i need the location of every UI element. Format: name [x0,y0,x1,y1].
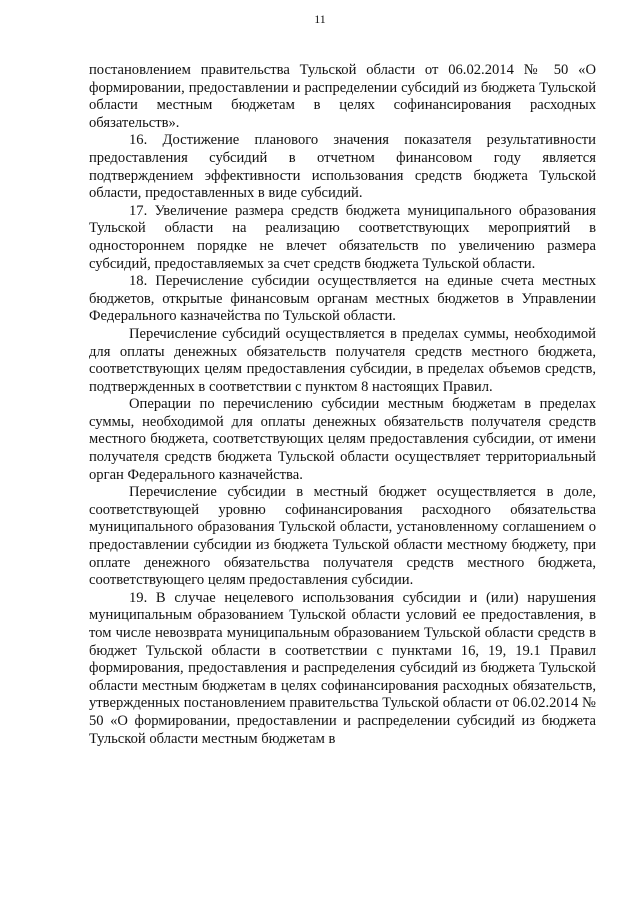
paragraph-transfer-operations: Операции по перечислению субсидии местным бюджетам в пределах суммы, необходимой для оплаты денежных обязательств получателя средств местного бюджета, соответствующих целям предоставления субсидии, от имени получателя средств бюджета Тульской области осуществляет территориальный орган Федерального казначейства. [89,396,596,483]
paragraph-item-18: 18. Перечисление субсидии осуществляется на единые счета местных бюджетов, открытые финансовым органам местных бюджетов в Управлении Федерального казначейства по Тульской области. [89,273,596,325]
paragraph-transfer-share: Перечисление субсидии в местный бюджет осуществляется в доле, соответствующей уровню софинансирования расходного обязательства муниципального образования Тульской области, установленному соглашением о предоставлении субсидии из бюджета Тульской области местному бюджету, при оплате денежного обязательства получателя средств местного бюджета, соответствующего целям предоставления субсидии. [89,484,596,589]
paragraph-transfer-limits: Перечисление субсидий осуществляется в пределах суммы, необходимой для оплаты денежных обязательств получателя средств местного бюджета, соответствующих целям предоставления субсидии, в пределах объемов средств, подтвержденных в соответствии с пунктом 8 настоящих Правил. [89,325,596,395]
paragraph-item-17: 17. Увеличение размера средств бюджета муниципального образования Тульской области на реализацию соответствующих мероприятий в одностороннем порядке не влечет обязательств по увеличению размера субсидий, предоставляемых за счет средств бюджета Тульской области. [89,202,596,272]
document-body [89,62,596,748]
paragraph-continuation: постановлением правительства Тульской области от 06.02.2014 № 50 «О формировании, предоставлении и распределении субсидий из бюджета Тульской области местным бюджетам в целях софинансирования расходных обязательств». [89,62,596,131]
page-number: 11 [314,12,326,26]
paragraph-item-19: 19. В случае нецелевого использования субсидии и (или) нарушения муниципальным образованием Тульской области условий ее предоставления, в том числе невозврата муниципальным образованием Тульской области средств в бюджет Тульской области в соответствии с пунктами 16, 19, 19.1 Правил формирования, предоставления и распределения субсидий из бюджета Тульской области местным бюджетам в целях софинансирования расходных обязательств, утвержденных постановлением правительства Тульской области от 06.02.2014 № 50 «О формировании, предоставлении и распределении субсидий из бюджета Тульской области местным бюджетам в [89,589,596,747]
paragraph-item-16: 16. Достижение планового значения показателя результативности предоставления субсидий в отчетном финансовом году является подтверждением эффективности использования средств бюджета Тульской области, предоставленных в виде субсидий. [89,132,596,202]
